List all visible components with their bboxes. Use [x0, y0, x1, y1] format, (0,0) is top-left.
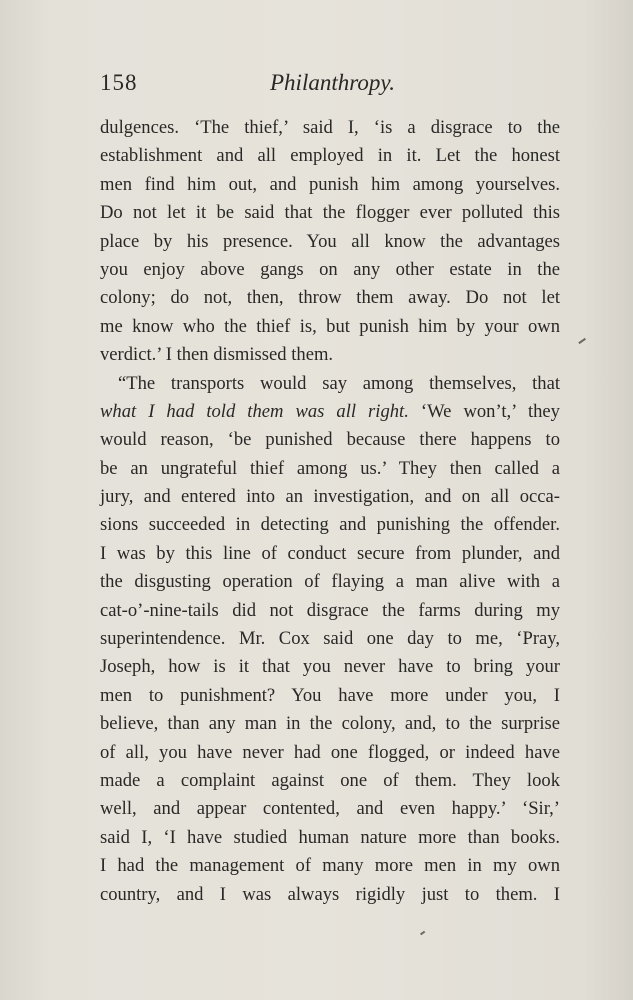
text-line: verdict.’ I then dismissed them. — [100, 344, 334, 366]
text-line: men to punishment? You have more under you, I — [100, 684, 560, 706]
text-line — [100, 398, 560, 426]
text-line: the disgusting operation of flaying a man alive with a — [100, 571, 560, 593]
text-line: sions succeeded in detecting and punishing the offender. — [100, 514, 560, 536]
text-line: said I, ‘I have studied human nature more than books. — [100, 826, 560, 848]
text-line: believe, than any man in the colony, and, to the surprise — [100, 713, 560, 735]
text-line: me know who the thief is, but punish him by your own — [100, 315, 560, 337]
text-line: colony; do not, then, throw them away. Do not let — [100, 287, 560, 309]
paper-speck — [578, 338, 585, 344]
text-line: well, and appear contented, and even happy.’ ‘Sir,’ — [100, 798, 560, 820]
text-line: jury, and entered into an investigation, and on all occa- — [100, 486, 560, 508]
text-line: establishment and all employed in it. Let the honest — [100, 145, 560, 167]
body-text — [100, 114, 560, 909]
text-line: country, and I was always rigidly just to them. I — [100, 883, 560, 905]
text-line: I had the management of many more men in my own — [100, 855, 560, 877]
text-line: would reason, ‘be punished because there happens to — [100, 429, 560, 451]
text-line: “The transports would say among themselves, that — [118, 372, 560, 394]
text-line: be an ungrateful thief among us.’ They then called a — [100, 457, 560, 479]
text-line: men find him out, and punish him among yourselves. — [100, 173, 560, 195]
text-line: Joseph, how is it that you never have to bring your — [100, 656, 560, 678]
text-line: cat-o’-nine-tails did not disgrace the farms during my — [100, 599, 560, 621]
page-header — [100, 70, 560, 100]
running-title: Philanthropy. — [270, 70, 396, 95]
text-line: Do not let it be said that the flogger ever polluted this — [100, 202, 560, 224]
text-line: superintendence. Mr. Cox said one day to me, ‘Pray, — [100, 628, 560, 650]
text-line: I was by this line of conduct secure from plunder, and — [100, 542, 560, 564]
text-line: of all, you have never had one flogged, or indeed have — [100, 741, 560, 763]
text-line: you enjoy above gangs on any other estate in the — [100, 258, 560, 280]
paper-speck — [420, 931, 425, 935]
text-line: place by his presence. You all know the advantages — [100, 230, 560, 252]
text-segment: ‘We won’t,’ they — [420, 400, 560, 422]
text-line: made a complaint against one of them. They look — [100, 769, 560, 791]
italic-phrase: what I had told them was all right. — [100, 400, 409, 422]
page-number: 158 — [100, 70, 138, 95]
text-line: dulgences. ‘The thief,’ said I, ‘is a disgrace to the — [100, 117, 560, 138]
